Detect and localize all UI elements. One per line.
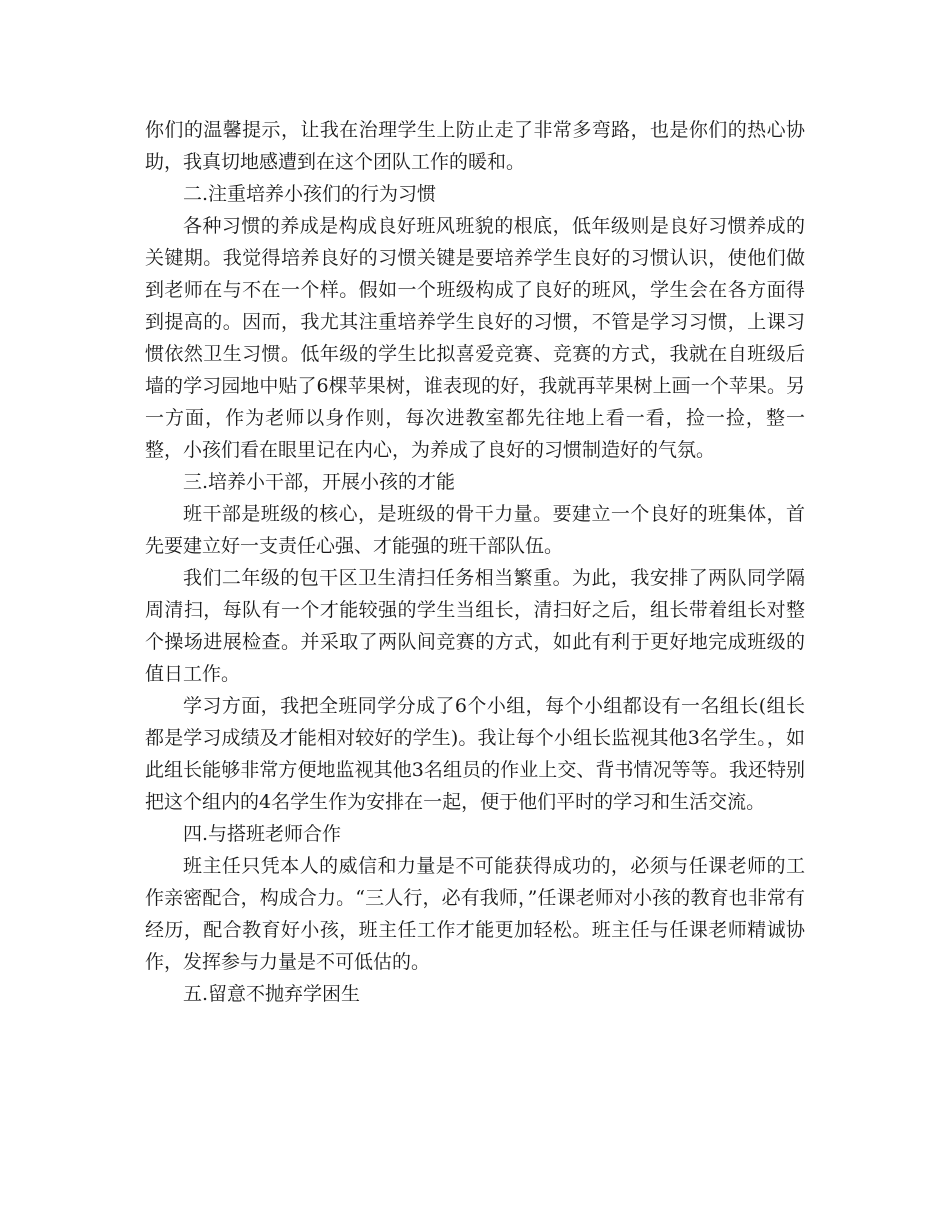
- paragraph-cleaning: 我们二年级的包干区卫生清扫任务相当繁重。为此，我安排了两队同学隔周清扫，每队有一个才能较强的学生当组长，清扫好之后，组长带着组长对整个操场进展检查。并采取了两队间竞赛的方式，如此有利于更好地完成班级的值日工作。: [145, 567, 805, 685]
- section-heading-5: 五.留意不抛弃学困生: [183, 983, 361, 1005]
- section-heading-4: 四.与搭班老师合作: [183, 823, 342, 845]
- paragraph-habits: 各种习惯的养成是构成良好班风班貌的根底，低年级则是良好习惯养成的关键期。我觉得培养良好的习惯关键是要培养学生良好的习惯认识，使他们做到老师在与不在一个样。假如一个班级构成了良好的班风，学生会在各方面得到提高的。因而，我尤其注重培养学生良好的习惯，不管是学习习惯，上课习惯依然卫生习惯。低年级的学生比拟喜爱竞赛、竞赛的方式，我就在自班级后墙的学习园地中贴了6棵苹果树，谁表现的好，我就再苹果树上画一个苹果。另一方面，作为老师以身作则，每次进教室都先往地上看一看，捡一捡，整一整，小孩们看在眼里记在内心，为养成了良好的习惯制造好的气氛。: [145, 215, 805, 461]
- section-heading-3: 三.培养小干部，开展小孩的才能: [183, 471, 456, 493]
- paragraph-intro: 你们的温馨提示，让我在治理学生上防止走了非常多弯路，也是你们的热心协助，我真切地感遭到在这个团队工作的暖和。: [145, 119, 805, 173]
- document-body: [145, 114, 805, 1010]
- paragraph-study-groups: 学习方面，我把全班同学分成了6个小组，每个小组都设有一名组长(组长都是学习成绩及才能相对较好的学生)。我让每个小组长监视其他3名学生。，如此组长能够非常方便地监视其他3名组员的作业上交、背书情况等等。我还特别把这个组内的4名学生作为安排在一起，便于他们平时的学习和生活交流。: [145, 695, 805, 813]
- paragraph-cooperation: 班主任只凭本人的威信和力量是不可能获得成功的，必须与任课老师的工作亲密配合，构成合力。“三人行，必有我师，”任课老师对小孩的教育也非常有经历，配合教育好小孩，班主任工作才能更加轻松。班主任与任课老师精诚协作，发挥参与力量是不可低估的。: [145, 855, 805, 973]
- paragraph-class-cadres: 班干部是班级的核心，是班级的骨干力量。要建立一个良好的班集体，首先要建立好一支责任心强、才能强的班干部队伍。: [145, 503, 805, 557]
- section-heading-2: 二.注重培养小孩们的行为习惯: [183, 183, 437, 205]
